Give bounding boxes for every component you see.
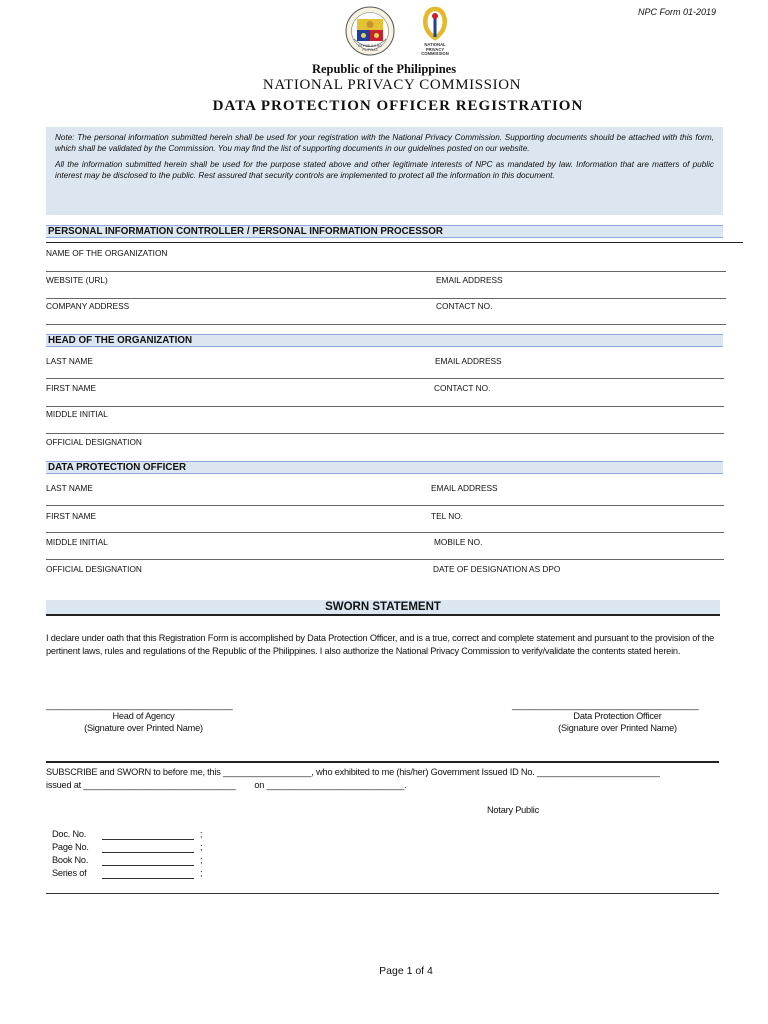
- dpo-first-name-label: FIRST NAME: [46, 511, 97, 521]
- org-contact-label: CONTACT NO.: [436, 301, 493, 311]
- book-no-label: Book No.: [52, 855, 89, 865]
- series-of-field[interactable]: [102, 867, 194, 879]
- notary-divider-bottom: [46, 893, 719, 894]
- form-title: DATA PROTECTION OFFICER REGISTRATION: [212, 98, 584, 114]
- series-of-label: Series of: [52, 868, 87, 878]
- page-no-row: [52, 841, 208, 854]
- page-no-label: Page No.: [52, 842, 89, 852]
- head-signature-caption: (Signature over Printed Name): [84, 723, 203, 733]
- dpo-last-name-label: LAST NAME: [46, 483, 93, 493]
- head-designation-label: OFFICIAL DESIGNATION: [46, 437, 142, 447]
- note-paragraph-1: Note: The personal information submitted herein shall be used for your registration with the National Privacy Commission. Supporting documents should be attached with this form, which shall be validated by the Commission. You may find the list of supporting documents in our guidelines posted on our website.: [55, 133, 714, 153]
- series-of-semicolon: ;: [200, 868, 203, 878]
- head-last-name-field[interactable]: [46, 378, 724, 379]
- head-contact-label: CONTACT NO.: [434, 383, 491, 393]
- head-middle-initial-field[interactable]: [46, 433, 724, 434]
- doc-no-semicolon: ;: [200, 829, 203, 839]
- head-middle-initial-label: MIDDLE INITIAL: [46, 409, 108, 419]
- page-no-field[interactable]: [102, 841, 194, 853]
- notary-register-table: [52, 828, 208, 880]
- dpo-date-designation-label: DATE OF DESIGNATION AS DPO: [433, 564, 561, 574]
- section-header-data-protection-officer: DATA PROTECTION OFFICER: [46, 461, 723, 474]
- dpo-tel-label: TEL NO.: [431, 511, 463, 521]
- head-signature-block: [46, 710, 241, 734]
- privacy-note-box: [46, 127, 723, 215]
- npc-logo-caption: [414, 43, 456, 57]
- dpo-first-name-field[interactable]: [46, 532, 724, 533]
- company-address-label: COMPANY ADDRESS: [46, 301, 130, 311]
- org-name-field[interactable]: [46, 271, 726, 272]
- commission-heading: NATIONAL PRIVACY COMMISSION: [262, 77, 522, 93]
- dpo-middle-initial-label: MIDDLE INITIAL: [46, 537, 108, 547]
- book-no-semicolon: ;: [200, 855, 203, 865]
- form-number: NPC Form 01-2019: [638, 7, 717, 17]
- head-email-label: EMAIL ADDRESS: [435, 356, 502, 366]
- dpo-mobile-label: MOBILE NO.: [434, 537, 483, 547]
- head-signature-line[interactable]: ______________________________________: [46, 700, 233, 710]
- sworn-statement-text: I declare under oath that this Registration Form is accomplished by Data Protection Officer, and is a true, correct and complete statement and pursuant to the provision of the pertinent laws, rules and regulations of the Republic of the Philippines. I also authorize the National Privacy Commission to verify/validate the contents stated herein.: [46, 633, 715, 656]
- series-of-row: [52, 867, 208, 880]
- head-first-name-label: FIRST NAME: [46, 383, 97, 393]
- dpo-signature-label: Data Protection Officer: [573, 711, 662, 721]
- republic-heading: Republic of the Philippines: [311, 62, 457, 76]
- notary-public-label: Notary Public: [487, 805, 540, 815]
- head-last-name-label: LAST NAME: [46, 356, 93, 366]
- section-underline: [46, 242, 743, 243]
- npc-logo-line-1: NATIONAL: [424, 42, 446, 47]
- dpo-designation-label: OFFICIAL DESIGNATION: [46, 564, 142, 574]
- dpo-email-label: EMAIL ADDRESS: [431, 483, 498, 493]
- doc-no-row: [52, 828, 208, 841]
- book-no-row: [52, 854, 208, 867]
- doc-no-field[interactable]: [102, 828, 194, 840]
- org-email-label: EMAIL ADDRESS: [436, 275, 503, 285]
- website-email-field[interactable]: [46, 298, 726, 299]
- head-first-name-field[interactable]: [46, 406, 724, 407]
- npc-logo-line-2: PRIVACY: [425, 46, 445, 52]
- website-label: WEBSITE (URL): [46, 275, 108, 285]
- page-no-semicolon: ;: [200, 842, 203, 852]
- note-paragraph-2: All the information submitted herein shall be used for the purpose stated above and other legitimate interests of NPC as mandated by law. Information that are matters of public interest may be disclosed to the public. Rest assured that security controls are implemented to protect all the information in this document.: [55, 160, 714, 180]
- doc-no-label: Doc. No.: [52, 829, 87, 839]
- issued-at-line: issued at _______________________________ on ____________________________.: [46, 780, 407, 790]
- page-number: Page 1 of 4: [379, 965, 433, 977]
- dpo-last-name-field[interactable]: [46, 505, 724, 506]
- dpo-middle-initial-field[interactable]: [46, 559, 724, 560]
- npc-logo-line-3: COMMISSION: [421, 51, 449, 57]
- address-contact-field[interactable]: [46, 324, 726, 325]
- section-header-head-of-organization: HEAD OF THE ORGANIZATION: [46, 334, 723, 347]
- notary-divider-top: [46, 761, 719, 763]
- seal-caption: REPUBLIKA NG PILIPINAS: [358, 44, 382, 52]
- book-no-field[interactable]: [102, 854, 194, 866]
- head-of-agency-label: Head of Agency: [112, 711, 175, 721]
- dpo-signature-caption: (Signature over Printed Name): [558, 723, 677, 733]
- org-name-label: NAME OF THE ORGANIZATION: [46, 248, 168, 258]
- section-header-pic-pip: PERSONAL INFORMATION CONTROLLER / PERSONAL INFORMATION PROCESSOR: [46, 225, 723, 238]
- subscribe-sworn-line: SUBSCRIBE and SWORN to before me, this __________________, who exhibited to me (his/her) Government Issued ID No. _________________________: [46, 767, 660, 777]
- sworn-statement-header: SWORN STATEMENT: [46, 600, 720, 616]
- dpo-signature-block: [520, 710, 715, 734]
- dpo-signature-line[interactable]: ______________________________________: [512, 700, 699, 710]
